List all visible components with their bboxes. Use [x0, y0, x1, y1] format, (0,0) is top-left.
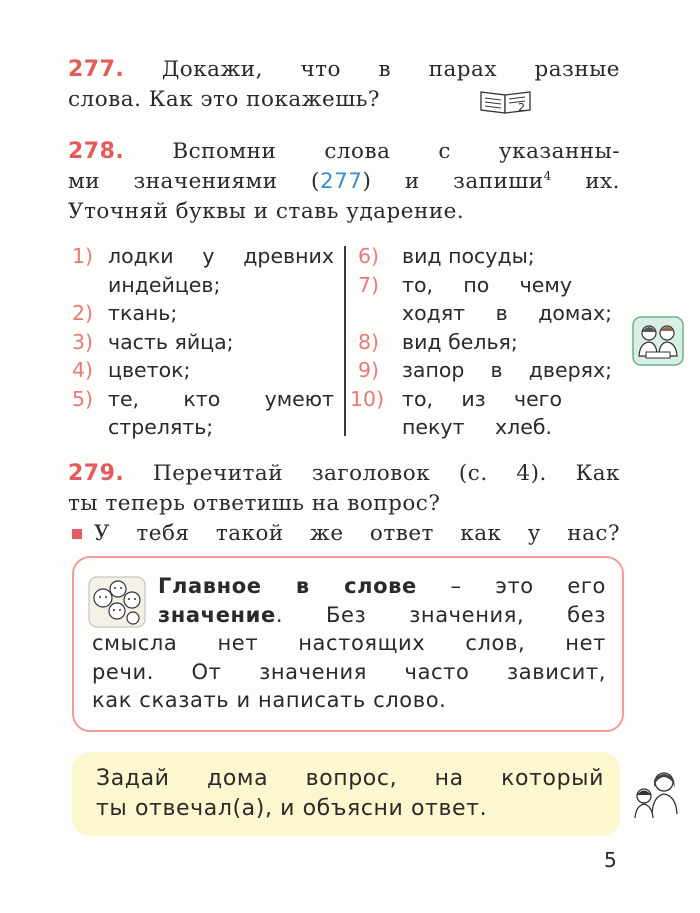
exercise-278-line2: ми значениями (277) и запиши$^4$ их.	[68, 168, 621, 194]
exercise-277-line1: 277. Докажи, что в парах разные	[68, 57, 620, 82]
exercise-number: 279.	[68, 461, 125, 486]
list-item: 9) запор в дверях;	[358, 358, 612, 382]
word-list-left	[72, 242, 334, 442]
list-item: 7) то, по чему ходят в домах;	[358, 272, 612, 325]
exercise-279-line1: 279. Перечитай заголовок (с. 4). Как	[68, 461, 620, 486]
rule-term: Главное в слове	[158, 574, 417, 598]
exercise-number: 277.	[68, 57, 125, 82]
rule-text-top	[158, 572, 606, 629]
rule-line1: Главное в слове – это его	[158, 574, 606, 598]
exercise-reference: 277	[319, 169, 363, 194]
square-bullet-icon	[72, 529, 82, 539]
home-line2: ты отвечал(а), и объясни ответ.	[96, 796, 488, 821]
exercise-279-line2: ты теперь ответишь на вопрос?	[68, 491, 441, 516]
exercise-number: 278.	[68, 139, 125, 164]
exercise-279-line3: У тебя такой же ответ как у нас?	[72, 519, 620, 549]
list-item: 8) вид белья;	[358, 329, 518, 354]
rule-line4: речи. От значения часто зависит,	[92, 659, 606, 684]
exercise-277-line2: слова. Как это покажешь?	[68, 87, 380, 112]
page-number: 5	[604, 848, 617, 872]
exercise-278	[68, 137, 620, 227]
notebook-number: 2	[518, 101, 525, 114]
rule-text-bottom	[92, 629, 606, 715]
rule-term: значение	[158, 602, 276, 627]
notebook-icon	[478, 86, 534, 120]
list-item: 5) те, кто умеют стрелять;	[72, 386, 334, 439]
pair-work-icon	[632, 316, 684, 370]
word-list-right	[350, 242, 612, 442]
exercise-279	[68, 459, 620, 549]
exercise-278-line3: Уточняй буквы и ставь ударение.	[68, 199, 465, 224]
home-line1: Задай дома вопрос, на который	[96, 766, 604, 791]
list-item: 2) ткань;	[72, 301, 178, 325]
rule-line2: значение. Без значения, без	[158, 602, 606, 627]
list-item: 6) вид посуды;	[358, 244, 535, 268]
list-item: 4) цветок;	[72, 358, 191, 382]
column-divider	[344, 246, 346, 436]
group-faces-icon	[88, 576, 146, 632]
home-task-text	[96, 764, 604, 824]
list-item: 3) часть яйца;	[72, 329, 234, 354]
list-item: 10) то, из чего пекут хлеб.	[350, 386, 562, 439]
exercise-277	[68, 55, 620, 115]
family-icon	[628, 766, 686, 828]
list-item: 1) лодки у древних индейцев;	[72, 244, 334, 297]
rule-line3: смысла нет настоящих слов, нет	[92, 631, 606, 655]
rule-line5: как сказать и написать слово.	[92, 688, 447, 712]
exercise-278-line1: 278. Вспомни слова с указанны-	[68, 139, 620, 164]
footnote-mark: 4	[543, 168, 552, 183]
